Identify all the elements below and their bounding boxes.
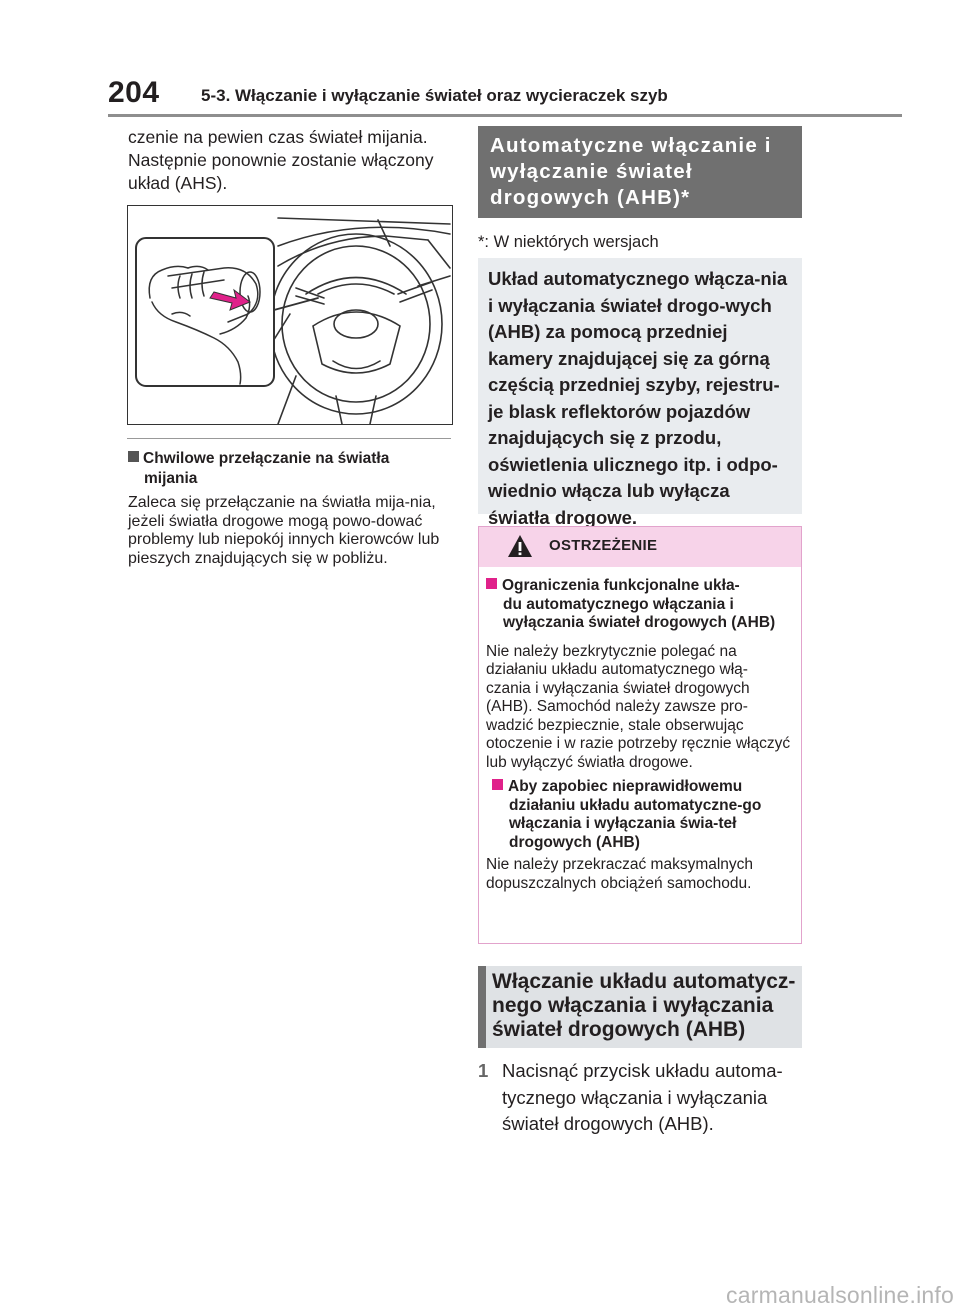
warning-subheading-2 [486, 778, 792, 852]
warning-content [486, 577, 792, 893]
warning-triangle-icon [507, 534, 533, 558]
section-title-enable-ahb: Włączanie układu automatycz-nego włączania i wyłączania świateł drogowych (AHB) [478, 966, 802, 1048]
header-rule [108, 114, 902, 117]
watermark: carmanualsonline.info [726, 1282, 954, 1308]
footnote: *: W niektórych wersjach [478, 233, 659, 251]
warning-sub1-line1: Ograniczenia funkcjonalne ukła- [502, 577, 740, 594]
warning-sub2-rest: działaniu układu automatyczne-go włączania i wyłączania świa-teł drogowych (AHB) [509, 796, 762, 851]
section-title-ahb: Automatyczne włączanie i wyłączanie świateł drogowych (AHB)* [478, 126, 802, 218]
warning-sub1-rest: du automatycznego włączania i wyłączania świateł drogowych (AHB) [503, 595, 776, 631]
warning-header [479, 527, 801, 567]
warning-sub2-line1: Aby zapobiec nieprawidłowemu [508, 778, 743, 795]
subheading-line1: Chwilowe przełączanie na światła [143, 450, 390, 467]
warning-box [478, 526, 802, 944]
step-text: Nacisnąć przycisk układu automa-tycznego włączania i wyłączania świateł drogowych (AHB). [502, 1060, 783, 1134]
warning-body-1: Nie należy bezkrytycznie polegać na działaniu układu automatycznego włą-czania i wyłączania świateł drogowych (AHB). Samochód należy zawsze pro-wadzić bezpiecznie, stale obserwując otoczenie i w razie potrzeby ręcznie włączyć lub wyłączyć światła drogowe. [486, 642, 791, 771]
square-bullet-icon [128, 451, 139, 462]
low-beam-paragraph: Zaleca się przełączanie na światła mija-nia, jeżeli światła drogowe mogą powo-dować problemy lub niepokój innych kierowców lub pieszych znajdujących się w pobliżu. [128, 494, 440, 567]
step-1 [478, 1058, 808, 1138]
square-bullet-icon [492, 779, 503, 790]
warning-title: OSTRZEŻENIE [549, 537, 658, 554]
warning-body-2: Nie należy przekraczać maksymalnych dopuszczalnych obciążeń samochodu. [486, 856, 754, 892]
square-bullet-icon [486, 578, 497, 589]
steering-wheel-illustration [127, 205, 453, 425]
page-number: 204 [108, 76, 160, 109]
warning-subheading-1 [486, 577, 792, 633]
subheading-low-beam [128, 449, 450, 489]
subheading-line2: mijania [144, 470, 198, 487]
step-number: 1 [478, 1060, 489, 1081]
info-box: Układ automatycznego włącza-nia i wyłączania świateł drogo-wych (AHB) za pomocą przedniej kamery znajdującej się za górną częścią przedniej szyby, rejestru-je blask reflektorów pojazdów znajdujących się z przodu, oświetlenia ulicznego itp. i odpo-wiednio włącza lub wyłącza światła drogowe. [478, 258, 802, 514]
steering-wheel-drawing [128, 206, 452, 424]
intro-paragraph: czenie na pewien czas świateł mijania. Następnie ponownie zostanie włączony układ (AHS). [128, 127, 434, 193]
chapter-title: 5-3. Włączanie i wyłączanie świateł oraz wycieraczek szyb [201, 86, 668, 105]
divider [127, 438, 451, 439]
